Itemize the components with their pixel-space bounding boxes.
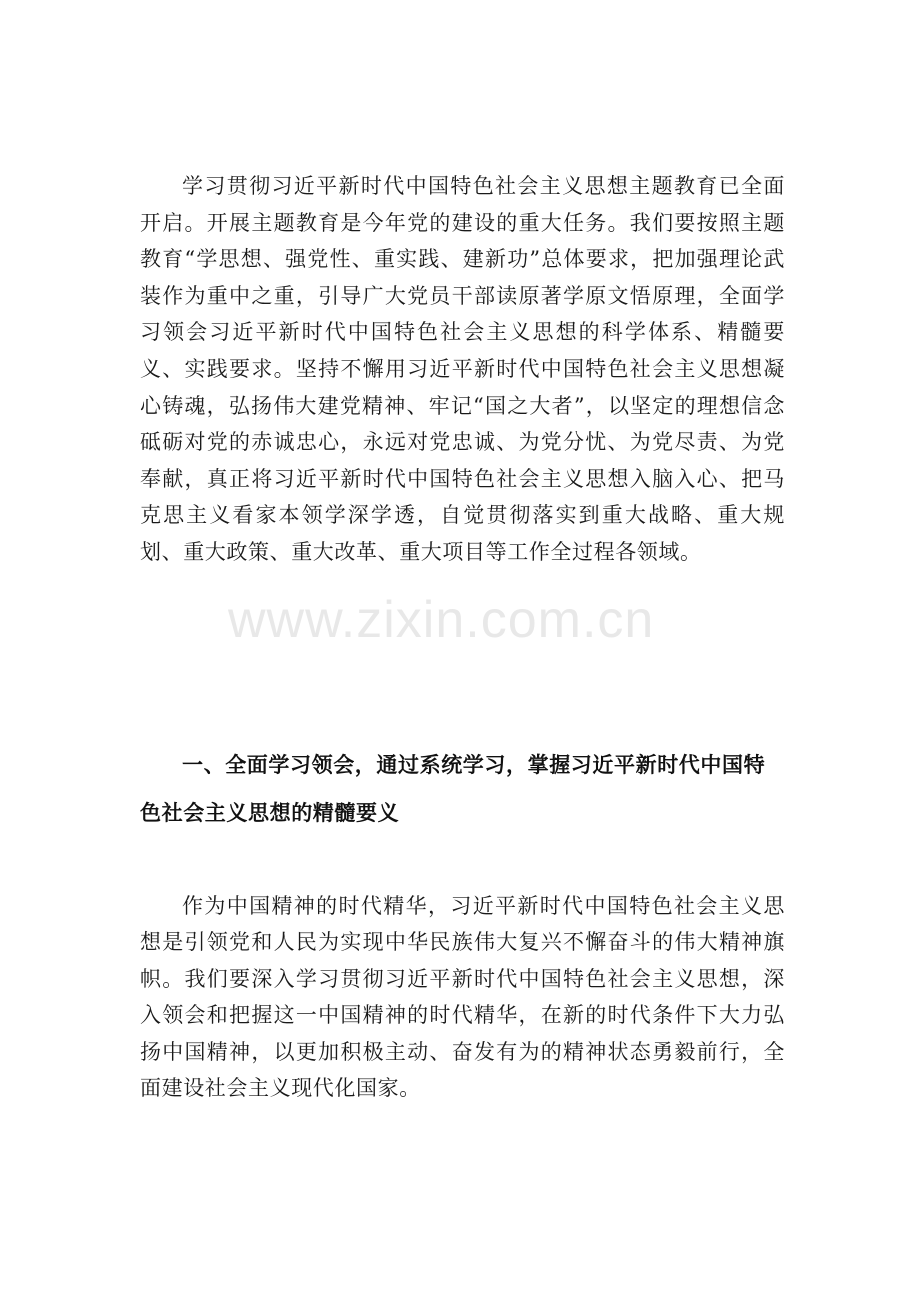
section-heading-1: 一、全面学习领会，通过系统学习，掌握习近平新时代中国特色社会主义思想的精髓要义 [140,753,766,825]
watermark-text: www.zixin.com.cn [228,591,655,649]
body-paragraph-1: 学习贯彻习近平新时代中国特色社会主义思想主题教育已全面开启。开展主题教育是今年党的建设的重大任务。我们要按照主题教育“学思想、强党性、重实践、建新功”总体要求，把加强理论武装作为重中之重，引导广大党员干部读原著学原文悟原理，全面学习领会习近平新时代中国特色社会主义思想的科学体系、精髓要义、实践要求。坚持不懈用习近平新时代中国特色社会主义思想凝心铸魂，弘扬伟大建党精神、牢记“国之大者”，以坚定的理想信念砥砺对党的赤诚忠心，永远对党忠诚、为党分忧、为党尽责、为党奉献，真正将习近平新时代中国特色社会主义思想入脑入心、把马克思主义看家本领学深学透，自觉贯彻落实到重大战略、重大规划、重大政策、重大改革、重大项目等工作全过程各领域。 [140,174,785,564]
body-paragraph-2: 作为中国精神的时代精华，习近平新时代中国特色社会主义思想是引领党和人民为实现中华民族伟大复兴不懈奋斗的伟大精神旗帜。我们要深入学习贯彻习近平新时代中国特色社会主义思想，深入领会和把握这一中国精神的时代精华，在新的时代条件下大力弘扬中国精神，以更加积极主动、奋发有为的精神状态勇毅前行，全面建设社会主义现代化国家。 [140,894,785,1101]
